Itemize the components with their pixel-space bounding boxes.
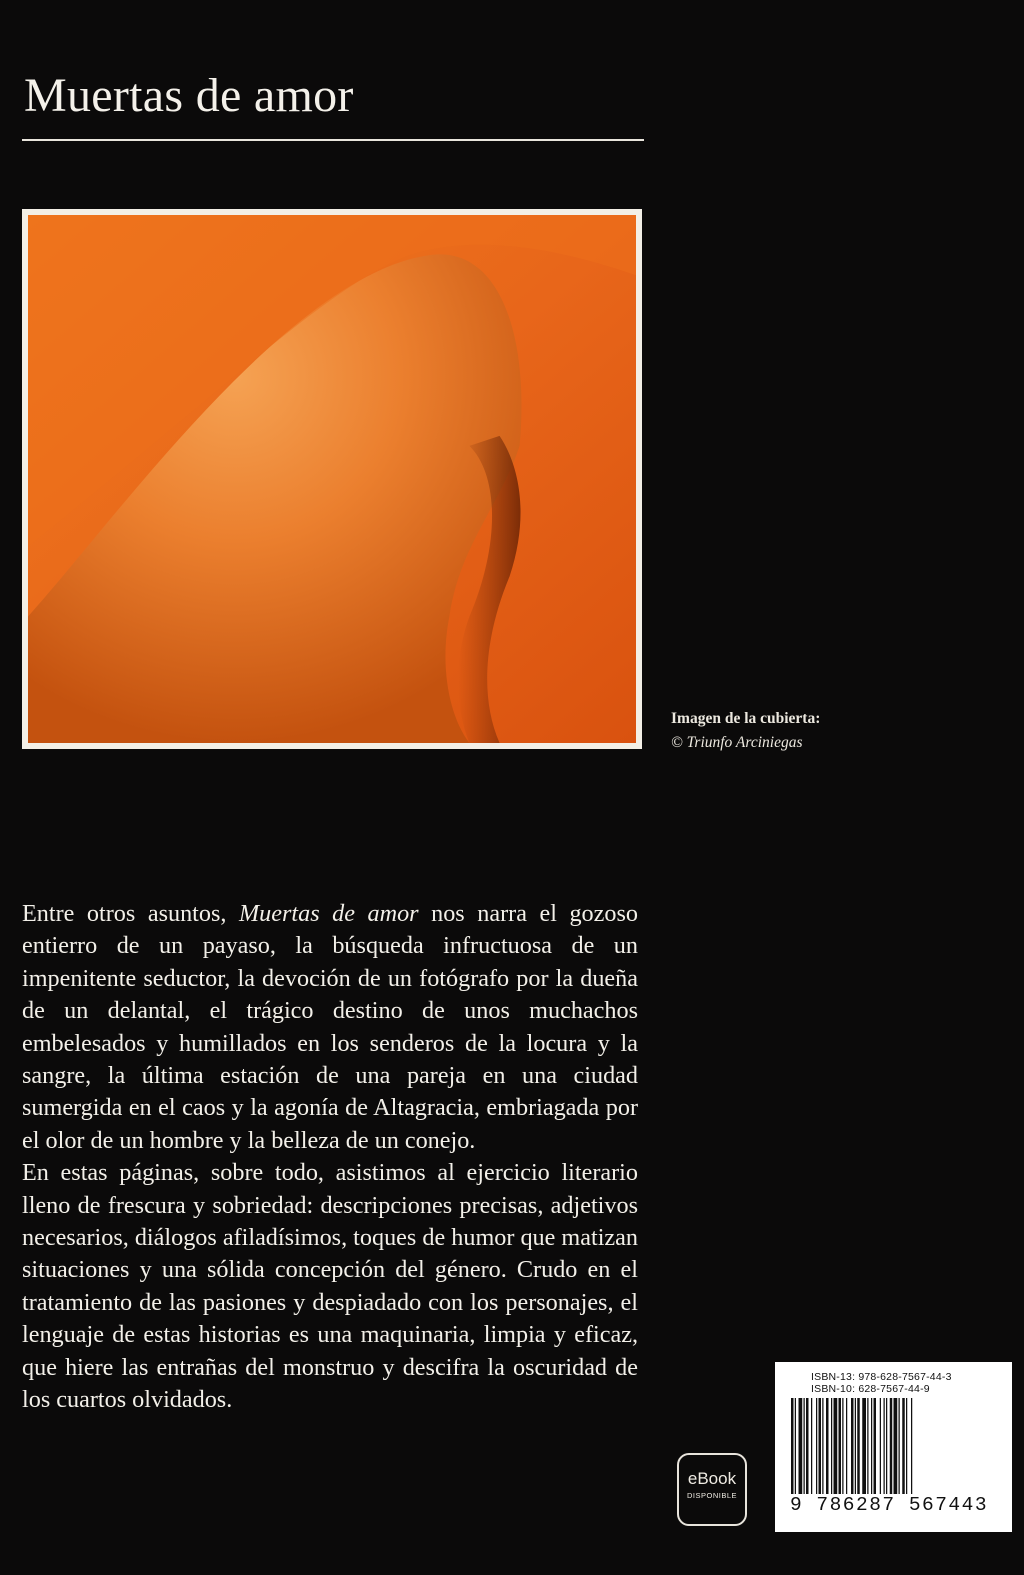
barcode-bar — [822, 1398, 823, 1504]
blurb-book-title: Muertas de amor — [238, 900, 419, 927]
isbn-10: ISBN-10: 628-7567-44-9 — [811, 1383, 930, 1395]
barcode-bar — [871, 1398, 872, 1504]
barcode-bar — [806, 1398, 809, 1504]
barcode-bar — [811, 1398, 812, 1504]
isbn-barcode-box — [775, 1362, 1012, 1532]
image-credit — [671, 707, 820, 755]
barcode-bar — [816, 1398, 817, 1504]
image-credit-author: © Triunfo Arciniegas — [671, 734, 803, 751]
ebook-badge — [677, 1453, 747, 1526]
barcode-bar — [867, 1398, 868, 1504]
barcode-bar — [799, 1398, 803, 1504]
barcode-bar — [795, 1398, 796, 1504]
barcode-bar — [819, 1398, 822, 1504]
barcode-bar — [842, 1398, 843, 1504]
barcode-bar — [911, 1398, 912, 1504]
barcode-bar — [884, 1398, 885, 1504]
barcode-bar — [880, 1398, 881, 1504]
barcode-bar — [839, 1398, 842, 1504]
barcode-bar — [791, 1398, 794, 1504]
cover-photo-artwork — [28, 215, 636, 743]
barcode-bar — [857, 1398, 860, 1504]
barcode-bar — [894, 1398, 898, 1504]
barcode-bar — [855, 1398, 856, 1504]
back-cover-blurb — [22, 898, 638, 1417]
cover-photo — [28, 215, 636, 743]
barcode-bar — [874, 1398, 877, 1504]
barcode-bar — [851, 1398, 854, 1504]
barcode-bar — [862, 1398, 866, 1504]
barcode-bar — [890, 1398, 893, 1504]
barcode-digits-text: 9 786287 567443 — [790, 1494, 989, 1516]
ebook-sublabel: DISPONIBLE — [686, 1491, 737, 1500]
barcode-bar — [804, 1398, 805, 1504]
barcode-bar — [831, 1398, 832, 1504]
blurb-paragraph-1 — [22, 898, 638, 1157]
barcode-bar — [902, 1398, 905, 1504]
barcode-icon — [789, 1398, 999, 1504]
barcode-bar — [906, 1398, 907, 1504]
image-credit-label: Imagen de la cubierta: — [671, 710, 821, 727]
blurb-intro: Entre otros asuntos, — [22, 900, 239, 927]
isbn-13: ISBN-13: 978-628-7567-44-3 — [811, 1371, 952, 1383]
barcode-bar — [846, 1398, 847, 1504]
cover-photo-frame — [22, 209, 642, 749]
ebook-label: eBook — [687, 1469, 737, 1488]
blurb-p1-rest: nos narra el gozoso entierro de un payaso, la búsqueda infructuosa de un impenitente seductor, la devoción de un fotógrafo por la dueña de un delantal, el trágico destino de unos muchachos embelesados y humillados en los senderos de la locura y la sangre, la última estación de una pareja en una ciudad sumergida en el caos y la agonía de Altagracia, embriagada por el olor de un hombre y la belleza de un conejo. — [22, 900, 638, 1154]
book-title: Muertas de amor — [24, 69, 354, 122]
barcode-digits — [789, 1494, 999, 1516]
barcode-bar — [834, 1398, 838, 1504]
blurb-paragraph-2: En estas páginas, sobre todo, asistimos al ejercicio literario lleno de frescura y sobriedad: descripciones precisas, adjetivos necesarios, diálogos afiladísimos, toques de humor que matizan situaciones y una sólida concepción del género. Crudo en el tratamiento de las pasiones y despiadado con los personajes, el lenguaje de estas historias es una maquinaria, limpia y eficaz, que hiere las entrañas del monstruo y descifra la oscuridad de los cuartos olvidados. — [22, 1159, 638, 1414]
barcode-bar — [826, 1398, 829, 1504]
barcode-bars — [789, 1398, 999, 1504]
title-divider — [22, 139, 644, 141]
barcode-bar — [899, 1398, 900, 1504]
barcode-bar — [886, 1398, 887, 1504]
